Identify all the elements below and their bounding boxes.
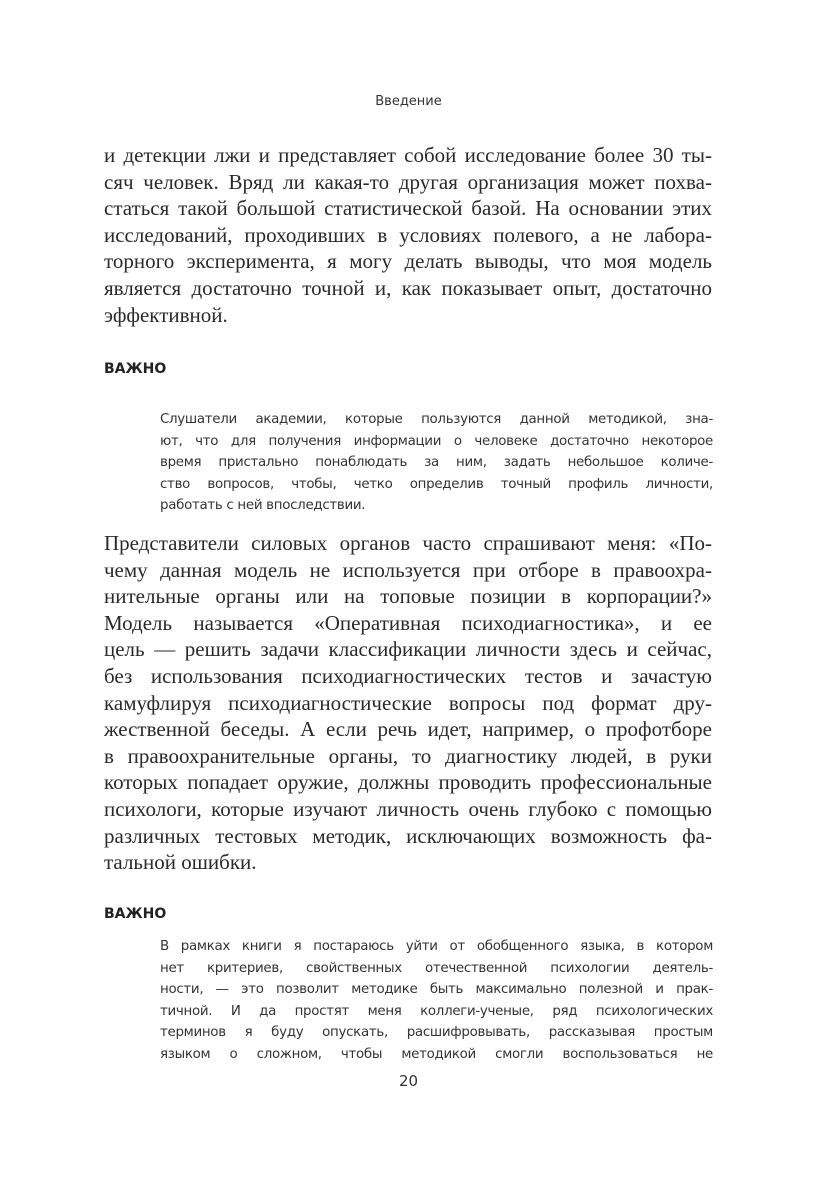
text-line: различных тестовых методик, исключающих возможность фа- [104,823,712,848]
text-line: жественной беседы. А если речь идет, например, о профотборе [104,717,712,742]
note-line: языком о сложном, чтобы методикой смогли воспользоваться не [160,1046,713,1062]
text-line: и детекции лжи и представляет собой исследование более 30 ты- [104,143,712,167]
note-line: ство вопросов, чтобы, четко определив точный профиль личности, [160,476,713,492]
important-label: ВАЖНО [104,906,167,922]
text-line: статься такой большой статистической базой. На основании этих [104,196,712,221]
note-line: терминов я буду опускать, расшифровывать, рассказывая простым [160,1025,713,1041]
page-number: 20 [398,1072,419,1090]
text-line: торного эксперимента, я могу делать выводы, что моя модель [104,249,712,274]
text-line: сяч человек. Вряд ли какая-то другая организация может похва- [104,169,712,194]
text-line: чему данная модель не используется при отборе в правоохра- [104,557,712,582]
text-line: исследований, проходивших в условиях полевого, а не лабора- [104,222,712,247]
note-line: В рамках книги я постараюсь уйти от обобщенного языка, в котором [160,939,713,954]
note-line: ности, — это позволит методике быть максимально полезной и прак- [160,982,713,998]
text-line: камуфлируя психодиагностические вопросы под формат дру- [104,690,712,715]
running-header: Введение [375,94,442,109]
text-line: которых попадает оружие, должны проводить профессиональные [104,770,712,795]
note-line: тичной. И да простят меня коллеги-ученые, ряд психологических [160,1003,713,1019]
note-line: Слушатели академии, которые пользуются данной методикой, зна- [160,412,713,427]
note-line: нет критериев, свойственных отечественной психологии деятель- [160,960,713,976]
important-note-2 [160,936,713,1066]
text-line: психологи, которые изучают личность очень глубоко с помощью [104,796,712,821]
text-line: Представители силовых органов часто спрашивают меня: «По- [104,531,712,555]
text-line: цель — решить задачи классификации личности здесь и сейчас, [104,637,712,662]
text-line: без использования психодиагностических тестов и зачастую [104,663,712,688]
important-note-1 [160,409,713,517]
body-paragraph-2 [104,530,712,876]
body-paragraph-1 [104,142,712,328]
text-line: нительные органы или на топовые позиции в корпорации?» [104,584,712,609]
text-line: является достаточно точной и, как показывает опыт, достаточно [104,275,712,300]
text-line: тальной ошибки. [104,850,257,875]
note-line: работать с ней впоследствии. [160,498,366,514]
note-line: ют, что для получения информации о человеке достаточно некоторое [160,433,713,449]
text-line: Модель называется «Оперативная психодиагностика», и ее [104,610,712,635]
text-line: в правоохранительные органы, то диагностику людей, в руки [104,743,712,768]
important-label: ВАЖНО [104,361,167,377]
text-line: эффективной. [104,302,228,327]
note-line: время пристально понаблюдать за ним, задать небольшое количе- [160,455,713,471]
